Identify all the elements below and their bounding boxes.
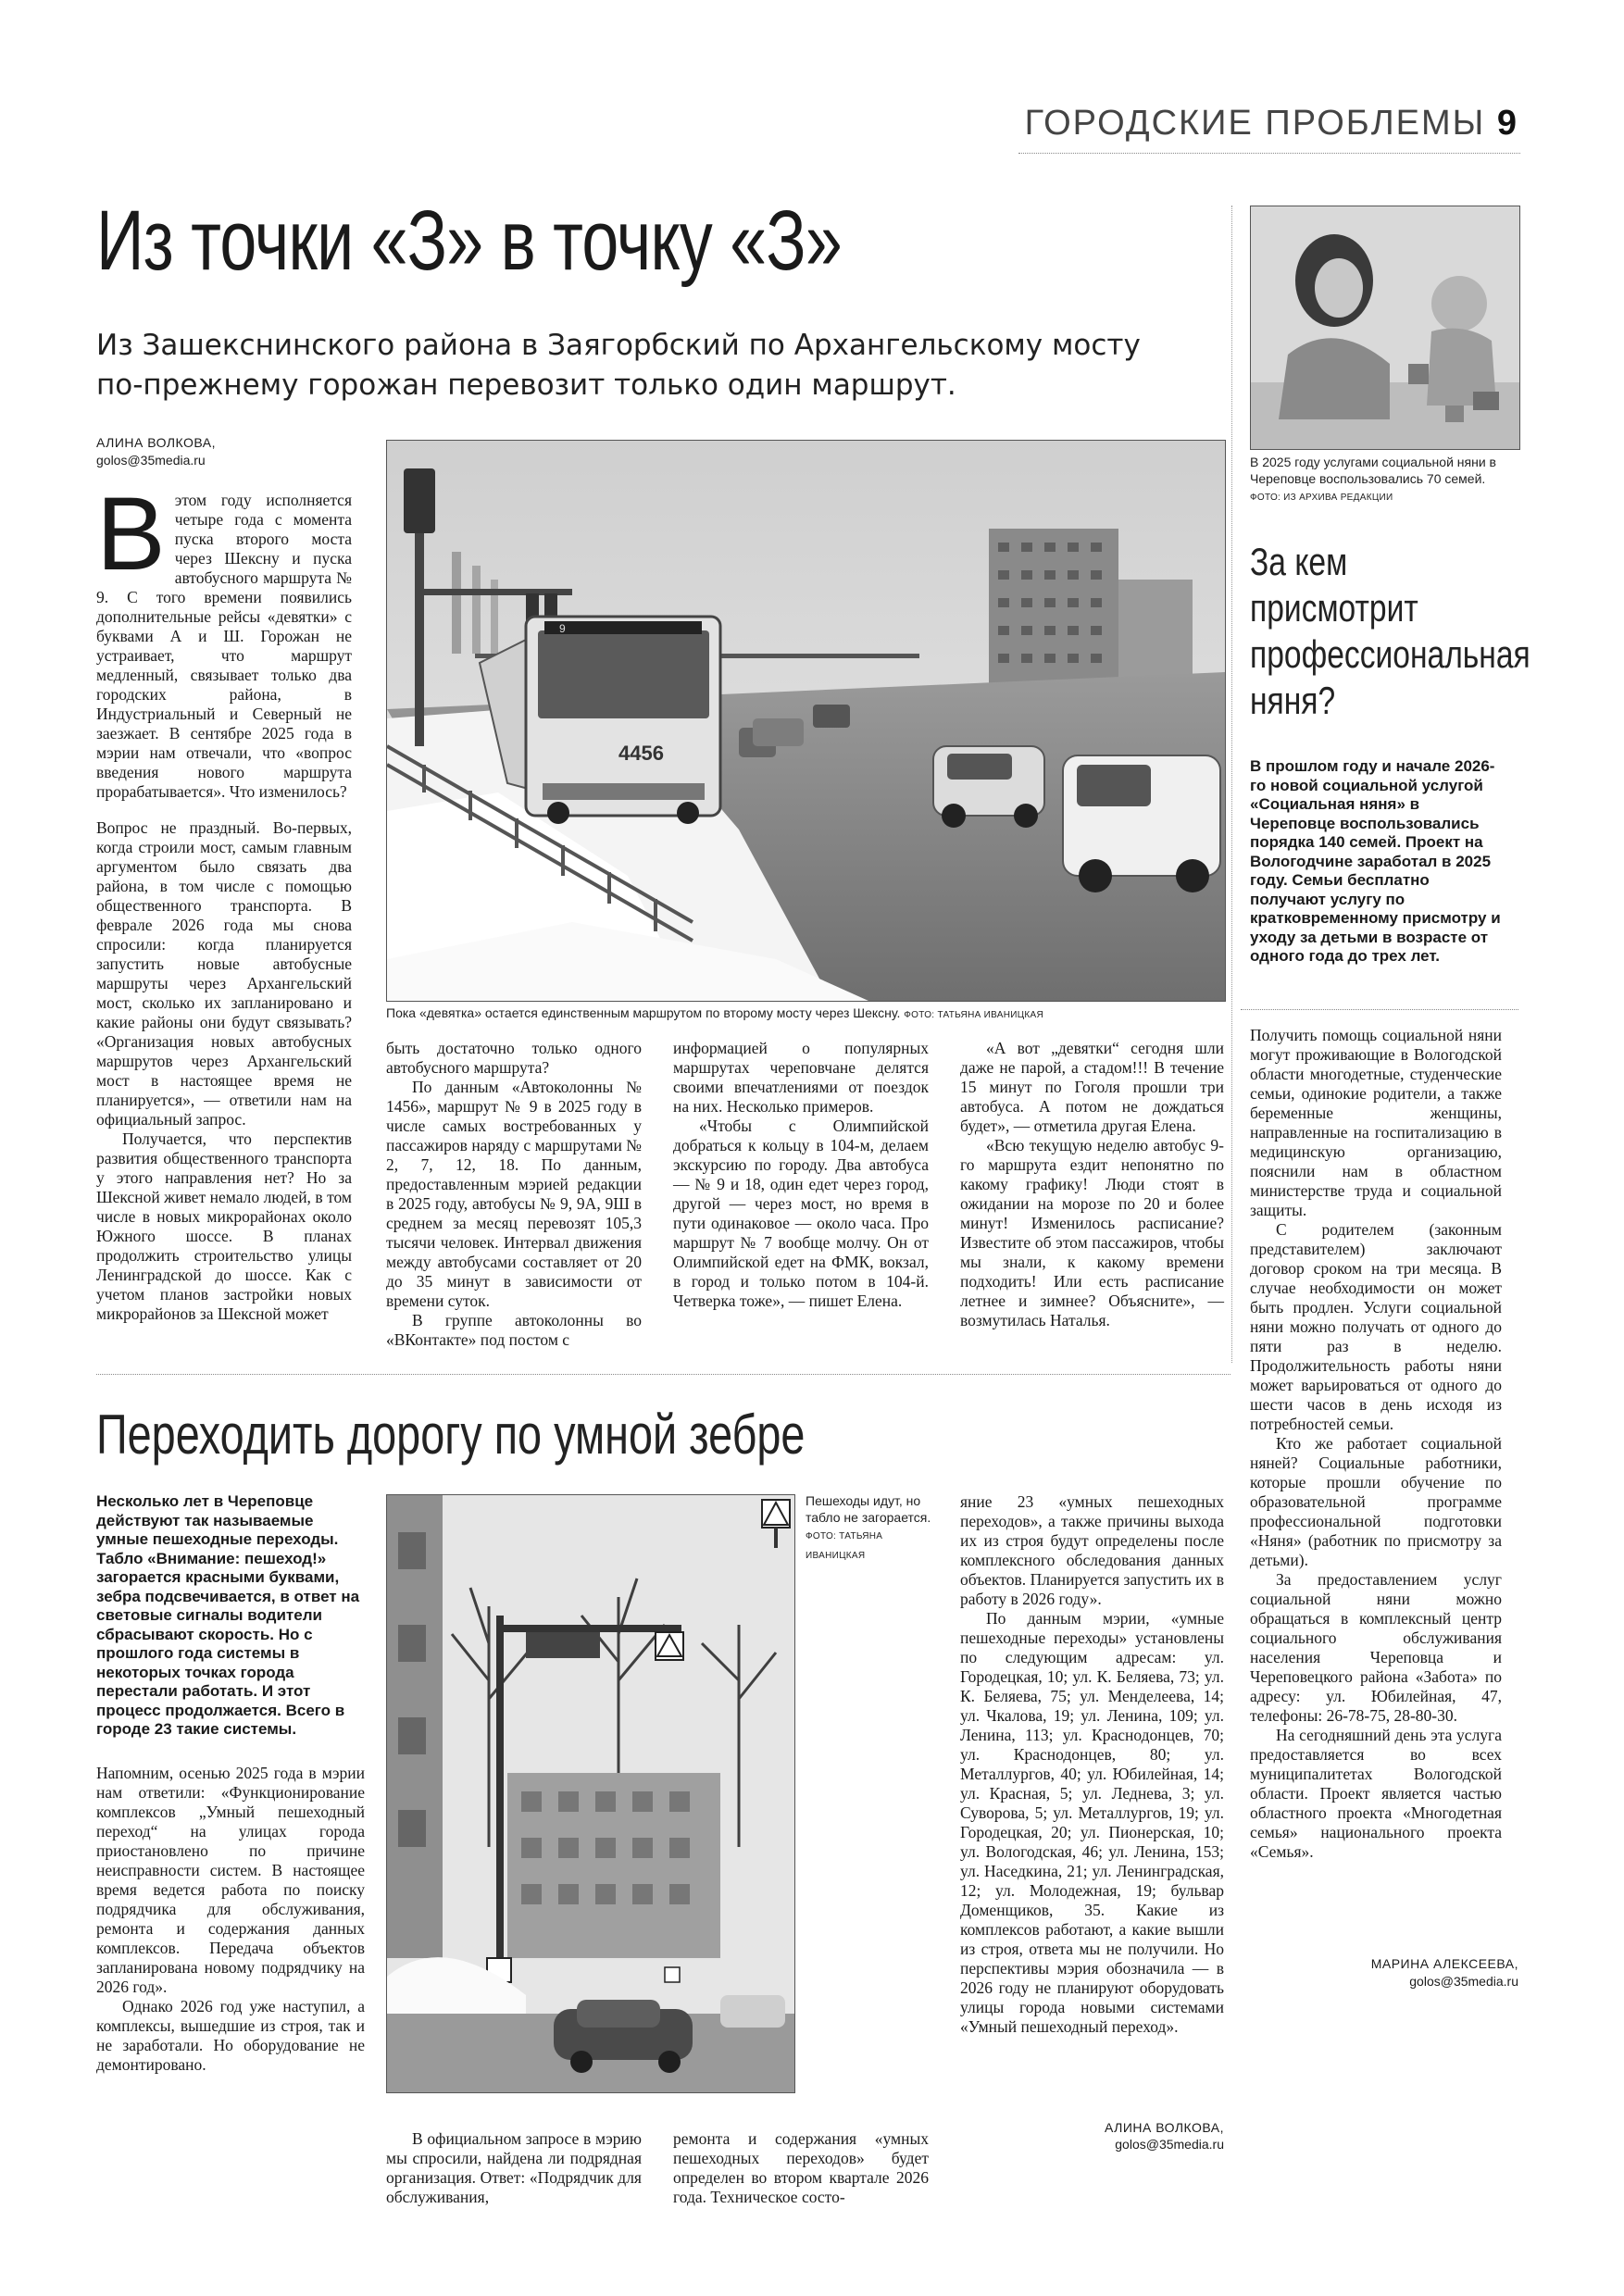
page-number: 9 bbox=[1496, 104, 1518, 143]
bus-photo-image bbox=[387, 441, 1225, 1001]
header-rule bbox=[1018, 153, 1520, 154]
sidebar-divider bbox=[1241, 1009, 1518, 1010]
article2-email[interactable]: golos@35media.ru bbox=[1115, 2137, 1224, 2152]
nanny-photo-caption: В 2025 году услугами социальной няни в Череповце воспользовались 70 семей. ФОТО: ИЗ АРХИВА РЕДАКЦИИ bbox=[1250, 455, 1496, 503]
crossing-sign-photo bbox=[759, 1492, 794, 1548]
sidebar-headline: За кем присмотрит профессиональная няня? bbox=[1250, 540, 1530, 722]
sidebar-email[interactable]: golos@35media.ru bbox=[1409, 1974, 1518, 1989]
sidebar-body: Получить помощь социальной няни могут проживающие в Вологодской области многодетные, студенческие семьи, одинокие родители, а также беременные женщины, направленные на госпитализацию в медицинскую организацию, пояснили нам в областном министерстве труда и социальной защиты. С родителем (законным представителем) заключают договор сроком на три месяца. В случае необходимости он может быть продлен. Услуги социальной няни можно получать от одного до пяти раз в неделю. Продолжительность работы няни может варьироваться от одного до шести часов в день исходя из потребностей семьи. Кто же работает социальной няней? Социальные работники, которые прошли обучение по образовательной программе профессиональной подготовки «Няня» (работник по присмотру за детьми). За предоставлением услуг социальной няни можно обращаться в комплексный центр социального обслуживания населения Череповца и Череповецкого района «Забота» по адресу: ул. Юбилейная, 47, телефоны: 26-78-75, 28-80-30. На сегодняшний день эта услуга предоставляется во всех муниципалитетах Вологодской области. Проект является частью областного проекта «Многодетная семья» национального проекта «Семья». bbox=[1250, 1026, 1502, 1861]
article1-author: АЛИНА ВОЛКОВА, bbox=[96, 435, 217, 450]
nanny-photo bbox=[1250, 206, 1520, 450]
crossing-photo-caption: Пешеходы идут, но табло не загорается. ФОТО: ТАТЬЯНА ИВАНИЦКАЯ bbox=[806, 1493, 931, 1561]
bus-fleet-number: 4456 bbox=[618, 742, 664, 765]
bus-route-sign: 9 bbox=[559, 622, 566, 635]
article1-col4: «А вот „девятки“ сегодня шли даже не парой, а стадом!!! В течение 15 минут по Гоголя прошли три автобуса. А потом не дождаться будет», — отметила другая Елена. «Всю текущую неделю автобус 9-го маршрута ездит непонятно по какому графику! Люди стоят в ожидании на морозе по 20 и более минут! Изменилось расписание? Известите об этом пассажиров, чтобы мы знали, к какому времени подходить! Или есть расписание летнее и зимнее? Объясните», — возмутилась Наталья. bbox=[960, 1039, 1224, 1329]
nanny-photo-image bbox=[1251, 206, 1519, 449]
nanny-photo-credit: ФОТО: ИЗ АРХИВА РЕДАКЦИИ bbox=[1250, 493, 1393, 503]
article2-headline: Переходить дорогу по умной зебре bbox=[96, 1404, 806, 1466]
article1-col3: информацией о популярных маршрутах череповчане делятся своими впечатлениями от поездок на них. Несколько примеров. «Чтобы с Олимпийской добраться к кольцу в 104-м, делаем экскурсию по городу. Два автобуса — № 9 и 18, один едет через город, другой — через мост, но время в пути одинаковое — около часа. Про маршрут № 7 вообще молчу. Он от Олимпийской едет на ФМК, вокзал, в город и только потом в 104-й. Четверка тоже», — пишет Елена. bbox=[673, 1039, 929, 1310]
bus-photo bbox=[386, 440, 1226, 1002]
article1-headline: Из точки «З» в точку «З» bbox=[96, 193, 843, 288]
crossing-photo bbox=[386, 1494, 795, 2093]
bus-photo-credit: ФОТО: ТАТЬЯНА ИВАНИЦКАЯ bbox=[904, 1010, 1044, 1020]
article2-lead: Несколько лет в Череповце действуют так называемые умные пешеходные переходы. Табло «Внимание: пешеход!» загорается красными буквами, зебра подсвечивается, в ответ на световые сигналы водители сбрасывают скорость. Но с прошлого года системы в некоторых точках города перестали работать. И этот процесс продолжается. Всего в городе 23 такие системы. bbox=[96, 1492, 360, 1738]
crossing-photo-image bbox=[387, 1495, 794, 2092]
article2-col4: яние 23 «умных пешеходных переходов», а также причины выхода их из строя будут определены после комплексного обследования данных объектов. Планируется запустить их в работу в 2026 году». По данным мэрии, «умные пешеходные переходы» установлены по следующим адресам: ул. Городецкая, 10; ул. К. Беляева, 73; ул. К. Беляева, 75; ул. Менделеева, 14; ул. Чкалова, 19; ул. Ленина, 109; ул. Ленина, 113; ул. Краснодонцев, 70; ул. Краснодонцев, 80; ул. Металлургов, 40; ул. Юбилейная, 14; ул. Красная, 5; ул. Леднева, 3; ул. Суворова, 5; ул. Металлургов, 19; ул. Городецкая, 20; ул. Пионерская, 10; ул. Вологодская, 46; ул. Ленина, 153; ул. Наседкина, 21; ул. Ленинградская, 12; ул. Молодежная, 19; бульвар Доменщиков, 35. Какие из комплексов работают, а какие вышли из строя, ответа мы не получили. Но перспективы мэрия обозначила — в 2026 году не планируют оборудовать улицы города новыми системами «Умный пешеходный переход». bbox=[960, 1492, 1224, 2036]
article1-subheadline: Из Зашекснинского района в Заягорбский по Архангельскому мосту по-прежнему горожан перевозит только один маршрут. bbox=[96, 329, 1141, 402]
column-divider bbox=[1231, 206, 1232, 1363]
article-divider bbox=[96, 1374, 1230, 1375]
section-title: ГОРОДСКИЕ ПРОБЛЕМЫ bbox=[1024, 104, 1486, 143]
sidebar-lead: В прошлом году и начале 2026-го новой социальной услугой «Социальная няня» в Череповце воспользовались порядка 140 семей. Проект на Вологодчине заработал в 2025 году. Семьи бесплатно получают услугу по кратковременному присмотру и уходу за детьми в возрасте от одного года до трех лет. bbox=[1250, 757, 1501, 965]
article2-col3: ремонта и содержания «умных пешеходных переходов» будет определен во втором квартале 2026 года. Техническое состо- bbox=[673, 2129, 929, 2206]
article2-author: АЛИНА ВОЛКОВА, bbox=[1104, 2120, 1224, 2135]
article2-col1: Напомним, осенью 2025 года в мэрии нам ответили: «Функционирование комплексов „Умный пешеходный переход“ на улицах города приостановлено по причине неисправности систем. В настоящее время ведется работа по поиску подрядчика для обслуживания, ремонта и содержания данных комплексов. Передача объектов запланирована новому подрядчику на 2026 год». Однако 2026 год уже наступил, а комплексы, вышедшие из строя, так и не заработали. Но оборудование не демонтировано. bbox=[96, 1764, 365, 2074]
bus-photo-caption: Пока «девятка» остается единственным маршрутом по второму мосту через Шексну. ФОТО: ТАТЬЯНА ИВАНИЦКАЯ bbox=[386, 1005, 1044, 1020]
section-header bbox=[1018, 104, 1518, 144]
article1-email[interactable]: golos@35media.ru bbox=[96, 453, 206, 468]
dropcap: В bbox=[96, 476, 166, 592]
pedestrian-sign-icon bbox=[759, 1492, 794, 1548]
article2-col2: В официальном запросе в мэрию мы спросили, найдена ли подрядная организация. Ответ: «Подрядчик для обслуживания, bbox=[386, 2129, 642, 2206]
sidebar-author: МАРИНА АЛЕКСЕЕВА, bbox=[1370, 1956, 1518, 1971]
crossing-photo-credit: ФОТО: ТАТЬЯНА ИВАНИЦКАЯ bbox=[806, 1531, 883, 1561]
article1-col2: быть достаточно только одного автобусного маршрута? По данным «Автоколонны № 1456», маршрут № 9 в 2025 году в числе самых востребованных у пассажиров наряду с маршрутами № 2, 7, 12, 18. По данным, предоставленным мэрией редакции в 2025 году, автобусы № 9, 9А, 9Ш в среднем за месяц перевозят 105,3 тысячи человек. Интервал движения между автобусами составляет от 20 до 35 минут в зависимости от времени суток. В группе автоколонны во «ВКонтакте» под постом с bbox=[386, 1039, 642, 1349]
article1-col1: Вэтом году исполняется четыре года с момента пуска второго моста через Шексну и пуска автобусного маршрута № 9. С того времени появились дополнительные рейсы «девятки» с буквами А и Ш. Горожан не устраивает, что маршрут медленный, связывает только два городских района, в Индустриальный и Северный не заезжает. В сентябре 2025 года в мэрии нам отвечали, что «вопрос введения нового маршрута прорабатывается». Что изменилось? Вопрос не праздный. Во-первых, когда строили мост, самым главным аргументом было связать два района, в том числе с помощью общественного транспорта. В феврале 2026 года мы снова спросили: когда планируется запустить новые автобусные маршруты через Архангельский мост, сколько их запланировано и какие районы они будут связывать? «Организация новых автобусных маршрутов через Архангельский мост в настоящее время не планируется», — ответили нам на официальный запрос. Получается, что перспектив развития общественного транспорта у этого направления нет? Но за Шексной живет немало людей, в том числе в новых микрорайонах около Южного шоссе. В планах продолжить строительство улицы Ленинградской до шоссе. Как с учетом планов застройки новых микрорайонов за Шексной может bbox=[96, 476, 352, 1323]
